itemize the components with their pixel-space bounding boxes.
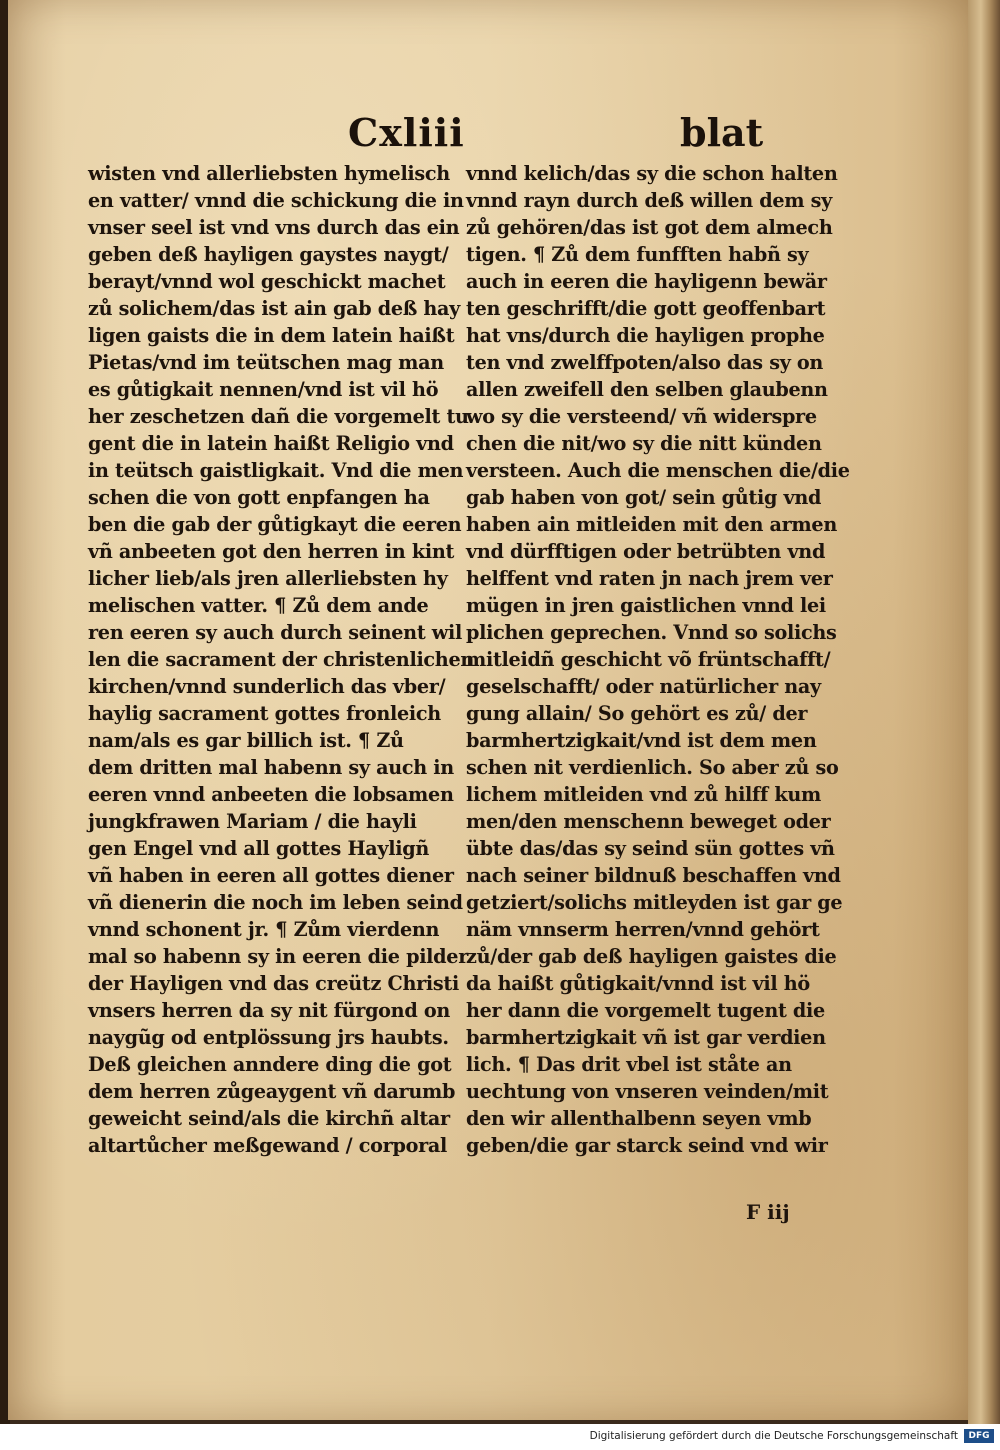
right-column-line: zů gehören/das ist got dem almech: [466, 216, 833, 239]
running-head: [8, 110, 970, 160]
right-column-line: geselschafft/ oder natürlicher nay: [466, 675, 821, 698]
right-column-line: haben ain mitleiden mit den armen: [466, 513, 837, 536]
left-column-line: gent die in latein haißt Religio vnd: [88, 432, 454, 455]
left-column-line: ren eeren sy auch durch seinent wil: [88, 621, 462, 644]
right-column-line: tigen. ¶ Zů dem funfften habñ sy: [466, 243, 809, 266]
right-column-line: näm vnnserm herren/vnnd gehört: [466, 918, 820, 941]
left-column-line: altartůcher meßgewand / corporal: [88, 1134, 448, 1157]
right-column-line: vnd dürfftigen oder betrübten vnd: [466, 540, 826, 563]
left-column-line: len die sacrament der christenlichen: [88, 648, 475, 671]
right-column-line: wo sy die versteend/ vñ widersprе: [466, 405, 817, 428]
left-column-line: gen Engel vnd all gottes Hayligñ: [88, 837, 429, 860]
left-column-line: dem herren zůgeaygent vñ darumb: [88, 1080, 456, 1103]
right-column-line: auch in eeren die hayligenn bewär: [466, 270, 827, 293]
right-column-line: gung allain/ So gehört es zů/ der: [466, 702, 808, 725]
left-column-line: en vatter/ vnnd die schickung die in: [88, 189, 464, 212]
right-column-line: gab haben von got/ sein gůtig vnd: [466, 486, 822, 509]
right-column-line: da haißt gůtigkait/vnnd ist vil hö: [466, 972, 810, 995]
folio-number: Cxliii: [348, 110, 465, 155]
right-column-line: barmhertzigkait vñ ist gar verdien: [466, 1026, 826, 1049]
right-column-line: geben/die gar starck seind vnd wir: [466, 1134, 828, 1157]
right-column-line: hat vns/durch die hayligen prophe: [466, 324, 825, 347]
left-column-line: geben deß hayligen gaystes naygt/: [88, 243, 449, 266]
left-column-line: vnser seel ist vnd vns durch das ein: [88, 216, 460, 239]
right-column-line: den wir allenthalbenn seyen vmb: [466, 1107, 812, 1130]
left-column-line: vñ haben in eeren all gottes diener: [88, 864, 454, 887]
right-column-line: übte das/das sy seind sün gottes vñ: [466, 837, 835, 860]
left-column-line: Pietas/vnd im teütschen mag man: [88, 351, 444, 374]
dfg-logo: DFG: [964, 1429, 994, 1443]
left-column-line: kirchen/vnnd sunderlich das vber/: [88, 675, 446, 698]
left-column-line: melischen vatter. ¶ Zů dem ande: [88, 594, 429, 617]
right-column-line: lich. ¶ Das drit vbel ist ståte an: [466, 1053, 792, 1076]
running-head-blat: blat: [680, 110, 764, 155]
left-column-line: jungkfrawen Mariam / die hayli: [88, 810, 417, 833]
left-column-line: ben die gab der gůtigkayt die eeren: [88, 513, 462, 536]
right-column-line: ten geschrifft/die gott geoffenbart: [466, 297, 826, 320]
left-column-line: naygũg od entplössung jrs haubts.: [88, 1026, 449, 1049]
right-column-line: getziert/solichs mitleyden ist gar ge: [466, 891, 843, 914]
right-column-line: chen die nit/wo sy die nitt künden: [466, 432, 822, 455]
right-column-line: barmhertzigkait/vnd ist dem men: [466, 729, 817, 752]
left-column-line: vñ anbeeten got den herren in kint: [88, 540, 455, 563]
funding-credit: Digitalisierung gefördert durch die Deutsche Forschungsgemeinschaft: [589, 1430, 958, 1442]
left-column-line: licher lieb/als jren allerliebsten hy: [88, 567, 448, 590]
right-column-line: allen zweifell den selben glaubenn: [466, 378, 828, 401]
left-column-line: ligen gaists die in dem latein haißt: [88, 324, 455, 347]
signature-mark: F iij: [746, 1200, 790, 1224]
left-column-line: vnsers herren da sy nit fürgond on: [88, 999, 450, 1022]
left-column-line: dem dritten mal habenn sy auch in: [88, 756, 454, 779]
left-column-line: her zeschetzen dañ die vorgemelt tu: [88, 405, 469, 428]
right-column-line: vnnd rayn durch deß willen dem sy: [466, 189, 833, 212]
left-column-line: in teütsch gaistligkait. Vnd die men: [88, 459, 464, 482]
book-page: [8, 0, 970, 1420]
left-column-line: vnnd schonent jr. ¶ Zům vierdenn: [88, 918, 440, 941]
left-column-line: Deß gleichen anndere ding die got: [88, 1053, 452, 1076]
left-column-line: schen die von gott enpfangen ha: [88, 486, 430, 509]
right-column-line: mitleidñ geschicht võ früntschafft/: [466, 648, 831, 671]
right-column-line: schen nit verdienlich. So aber zů so: [466, 756, 839, 779]
right-column-line: men/den menschenn beweget oder: [466, 810, 831, 833]
left-column-line: zů solichem/das ist ain gab deß hay: [88, 297, 461, 320]
right-column-line: mügen in jren gaistlichen vnnd lei: [466, 594, 826, 617]
left-column-line: eeren vnnd anbeeten die lobsamen: [88, 783, 454, 806]
left-column-line: haylig sacrament gottes fronleich: [88, 702, 441, 725]
right-column-line: nach seiner bildnuß beschaffen vnd: [466, 864, 841, 887]
left-text-column: [88, 160, 475, 1159]
right-column-line: zů/der gab deß hayligen gaistes die: [466, 945, 837, 968]
left-column-line: geweicht seind/als die kirchñ altar: [88, 1107, 450, 1130]
left-column-line: vñ dienerin die noch im leben seind: [88, 891, 463, 914]
left-column-line: mal so habenn sy in eeren die pilder: [88, 945, 469, 968]
right-column-line: lichem mitleiden vnd zů hilff kum: [466, 783, 821, 806]
left-column-line: es gůtigkait nennen/vnd ist vil hö: [88, 378, 439, 401]
right-column-line: versteen. Auch die menschen die/die: [466, 459, 850, 482]
right-column-line: vnnd kelich/das sy die schon halten: [466, 162, 838, 185]
right-column-line: her dann die vorgemelt tugent die: [466, 999, 825, 1022]
right-column-line: uechtung von vnseren veinden/mit: [466, 1080, 829, 1103]
left-column-line: der Hayligen vnd das creütz Christi: [88, 972, 459, 995]
page-edge: [968, 0, 1000, 1424]
right-column-line: ten vnd zwelffpoten/also das sy on: [466, 351, 824, 374]
right-column-line: helffent vnd raten jn nach jrem ver: [466, 567, 833, 590]
left-column-line: berayt/vnnd wol geschickt machet: [88, 270, 446, 293]
left-column-line: nam/als es gar billich ist. ¶ Zů: [88, 729, 404, 752]
right-column-line: plichen geprechen. Vnnd so solichs: [466, 621, 837, 644]
right-text-column: [466, 160, 850, 1159]
footer-bar: [0, 1424, 1000, 1450]
left-column-line: wisten vnd allerliebsten hymelisch: [88, 162, 450, 185]
